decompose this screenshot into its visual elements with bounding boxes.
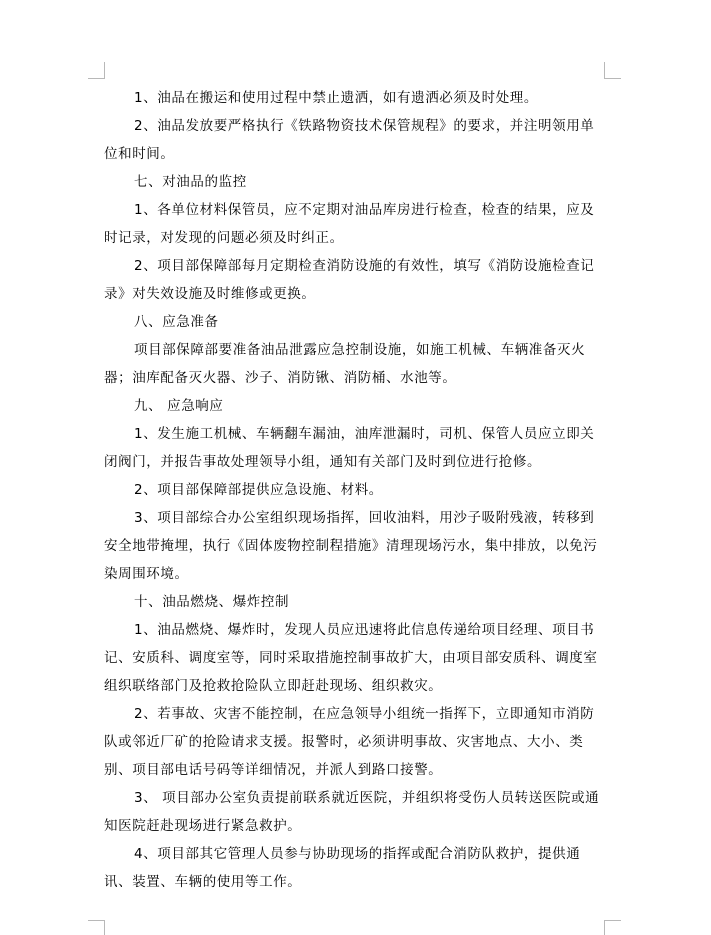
crop-mark-bottom-right <box>604 920 621 935</box>
paragraph: 2、项目部保障部提供应急设施、材料。 <box>134 482 383 498</box>
paragraph: 3、项目部综合办公室组织现场指挥，回收油料，用沙子吸附残液，转移到安全地带掩埋，执行《固体废物控制程措施》清理现场污水，集中排放，以免污染周围环境。 <box>104 510 598 582</box>
crop-mark-top-left <box>88 62 105 79</box>
paragraph: 3、 项目部办公室负责提前联系就近医院，并组织将受伤人员转送医院或通知医院赶赴现场进行紧急救护。 <box>104 790 600 834</box>
paragraph: 项目部保障部要准备油品泄露应急控制设施，如施工机械、车辆准备灭火器；油库配备灭火器、沙子、消防锹、消防桶、水池等。 <box>104 342 586 386</box>
paragraph: 1、油品在搬运和使用过程中禁止遗洒，如有遗洒必须及时处理。 <box>134 90 538 106</box>
paragraph: 2、项目部保障部每月定期检查消防设施的有效性，填写《消防设施检查记录》对失效设施及时维修或更换。 <box>104 258 595 302</box>
paragraph: 4、项目部其它管理人员参与协助现场的指挥或配合消防队救护，提供通讯、装置、车辆的使用等工作。 <box>104 846 581 890</box>
section-heading: 十、油品燃烧、爆炸控制 <box>134 594 290 610</box>
section-heading: 八、应急准备 <box>134 314 219 330</box>
paragraph: 1、各单位材料保管员，应不定期对油品库房进行检查，检查的结果，应及时记录，对发现的问题必须及时纠正。 <box>104 202 595 246</box>
section-heading: 七、对油品的监控 <box>134 174 247 190</box>
paragraph: 1、油品燃烧、爆炸时，发现人员应迅速将此信息传递给项目经理、项目书记、安质科、调度室等，同时采取措施控制事故扩大，由项目部安质科、调度室组织联络部门及抢救抢险队立即赶赴现场、组织救灾。 <box>104 622 598 694</box>
paragraph: 1、发生施工机械、车辆翻车漏油，油库泄漏时，司机、保管人员应立即关闭阀门，并报告事故处理领导小组，通知有关部门及时到位进行抢修。 <box>104 426 595 470</box>
crop-mark-top-right <box>604 62 621 79</box>
paragraph: 2、油品发放要严格执行《铁路物资技术保管规程》的要求，并注明领用单位和时间。 <box>104 118 595 162</box>
document-body <box>104 84 604 896</box>
crop-mark-bottom-left <box>88 920 105 935</box>
section-heading: 九、 应急响应 <box>134 398 224 414</box>
paragraph: 2、若事故、灾害不能控制，在应急领导小组统一指挥下，立即通知市消防队或邻近厂矿的抢险请求支援。报警时，必须讲明事故、灾害地点、大小、类别、项目部电话号码等详细情况，并派人到路口接警。 <box>104 706 595 778</box>
